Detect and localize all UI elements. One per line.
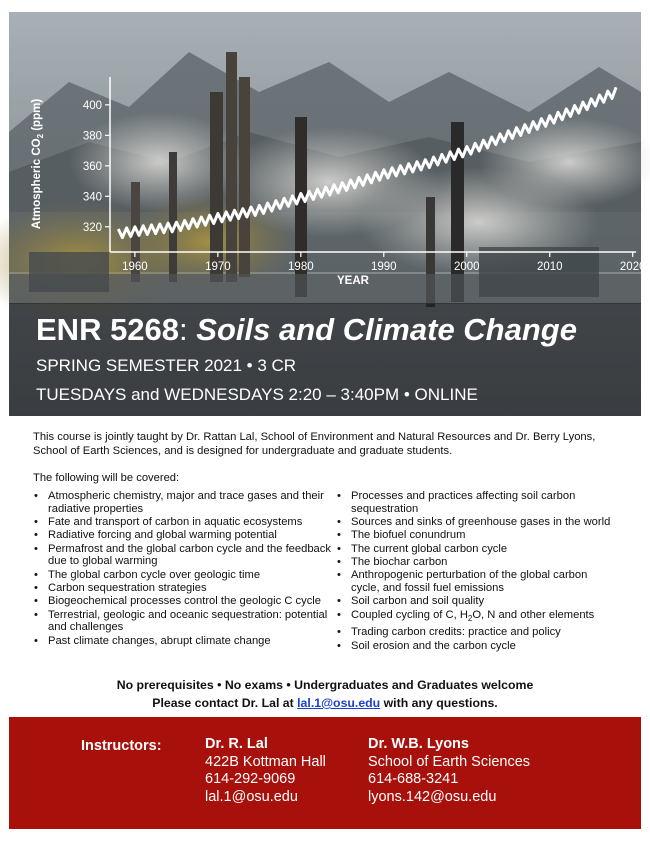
semester-line: SPRING SEMESTER 2021 • 3 CR xyxy=(36,356,297,375)
x-tick-label: 1970 xyxy=(205,261,231,273)
y-tick-label: 400 xyxy=(82,99,102,112)
y-tick-label: 380 xyxy=(82,130,102,143)
covered-label: The following will be covered: xyxy=(33,472,180,484)
contact-prefix: Please contact Dr. Lal at xyxy=(152,696,298,710)
topic-item: • Biogeochemical processes control the geologic C cycle xyxy=(33,595,333,608)
topic-item: • Sources and sinks of greenhouse gases in the world xyxy=(336,516,611,529)
x-tick-label: 1960 xyxy=(122,261,148,273)
topic-item: • Soil carbon and soil quality xyxy=(336,595,611,608)
topic-item: • Atmospheric chemistry, major and trace gases and their radiative properties xyxy=(33,490,333,516)
contact-notice xyxy=(0,696,650,710)
x-tick-label: 1980 xyxy=(288,261,314,273)
topic-item: • Processes and practices affecting soil carbon sequestration xyxy=(336,490,611,516)
x-tick-label: 2010 xyxy=(536,261,563,273)
schedule-line: TUESDAYS and WEDNESDAYS 2:20 – 3:40PM • ONLINE xyxy=(36,385,478,404)
requirements-notice: No prerequisites • No exams • Undergraduates and Graduates welcome xyxy=(116,678,534,692)
topic-item: • The current global carbon cycle xyxy=(336,543,611,556)
intro-paragraph: This course is jointly taught by Dr. Rattan Lal, School of Environment and Natural Resources and Dr. Berry Lyons, School of Earth Sciences, and is designed for undergraduate and graduate students. xyxy=(33,431,596,457)
y-tick-label: 360 xyxy=(82,160,102,173)
title-separator: : xyxy=(179,312,188,347)
topic-item: • Radiative forcing and global warming potential xyxy=(33,529,333,542)
instructor-phone: 614-292-9069 xyxy=(205,771,296,787)
instructor-email[interactable]: lal.1@osu.edu xyxy=(205,788,298,805)
x-tick-label: 2020 xyxy=(619,261,646,273)
contact-email-link[interactable]: lal.1@osu.edu xyxy=(297,696,381,710)
instructor-email[interactable]: lyons.142@osu.edu xyxy=(368,788,497,805)
x-tick-label: 2000 xyxy=(453,261,480,273)
topic-item: • Past climate changes, abrupt climate change xyxy=(33,635,333,648)
instructor-office: 422B Kottman Hall xyxy=(205,753,326,770)
y-tick-label: 340 xyxy=(82,191,102,204)
chart-ticks xyxy=(83,100,646,273)
x-tick-label: 1990 xyxy=(371,261,397,273)
topic-item: • Soil erosion and the carbon cycle xyxy=(336,640,611,653)
topic-item: • Fate and transport of carbon in aquatic ecosystems xyxy=(33,516,333,529)
topic-item: • Anthropogenic perturbation of the global carbon cycle, and fossil fuel emissions xyxy=(336,569,611,595)
topic-list-left xyxy=(33,490,333,648)
topic-item: • The biochar carbon xyxy=(336,556,611,569)
instructor-department: School of Earth Sciences xyxy=(368,753,531,770)
y-tick-label: 320 xyxy=(82,221,102,234)
instructor-lal xyxy=(205,736,326,806)
co2-series-line xyxy=(118,87,616,237)
topic-item: • Carbon sequestration strategies xyxy=(33,582,333,595)
topic-item: • Terrestrial, geologic and oceanic sequestration: potential and challenges xyxy=(33,609,333,635)
x-axis-label: YEAR xyxy=(337,275,369,287)
h2o-subscript: 2 xyxy=(467,613,473,623)
instructors-label: Instructors: xyxy=(81,738,162,754)
topic-item: • Trading carbon credits: practice and policy xyxy=(336,626,611,639)
instructor-name: Dr. W.B. Lyons xyxy=(368,736,469,752)
instructor-name: Dr. R. Lal xyxy=(205,736,268,752)
topic-item: • Permafrost and the global carbon cycle and the feedback due to global warming xyxy=(33,543,333,569)
instructors-footer xyxy=(9,717,641,829)
topic-item-h2o: • Coupled cycling of C, $H_2O$, N and other elements xyxy=(336,609,611,626)
hero-banner xyxy=(9,12,646,416)
topic-item: • The biofuel conundrum xyxy=(336,529,611,542)
course-name: Soils and Climate Change xyxy=(196,312,577,347)
instructor-lyons xyxy=(368,736,530,806)
topic-list-right xyxy=(336,490,611,653)
course-title xyxy=(36,312,577,348)
contact-suffix: with any questions. xyxy=(380,696,498,710)
co2-chart xyxy=(9,12,646,302)
y-axis-label: Atmospheric $CO_2$ (ppm) xyxy=(31,98,45,230)
course-code: ENR 5268 xyxy=(36,312,180,347)
instructor-phone: 614-688-3241 xyxy=(368,771,459,787)
topic-item: • The global carbon cycle over geologic time xyxy=(33,569,333,582)
